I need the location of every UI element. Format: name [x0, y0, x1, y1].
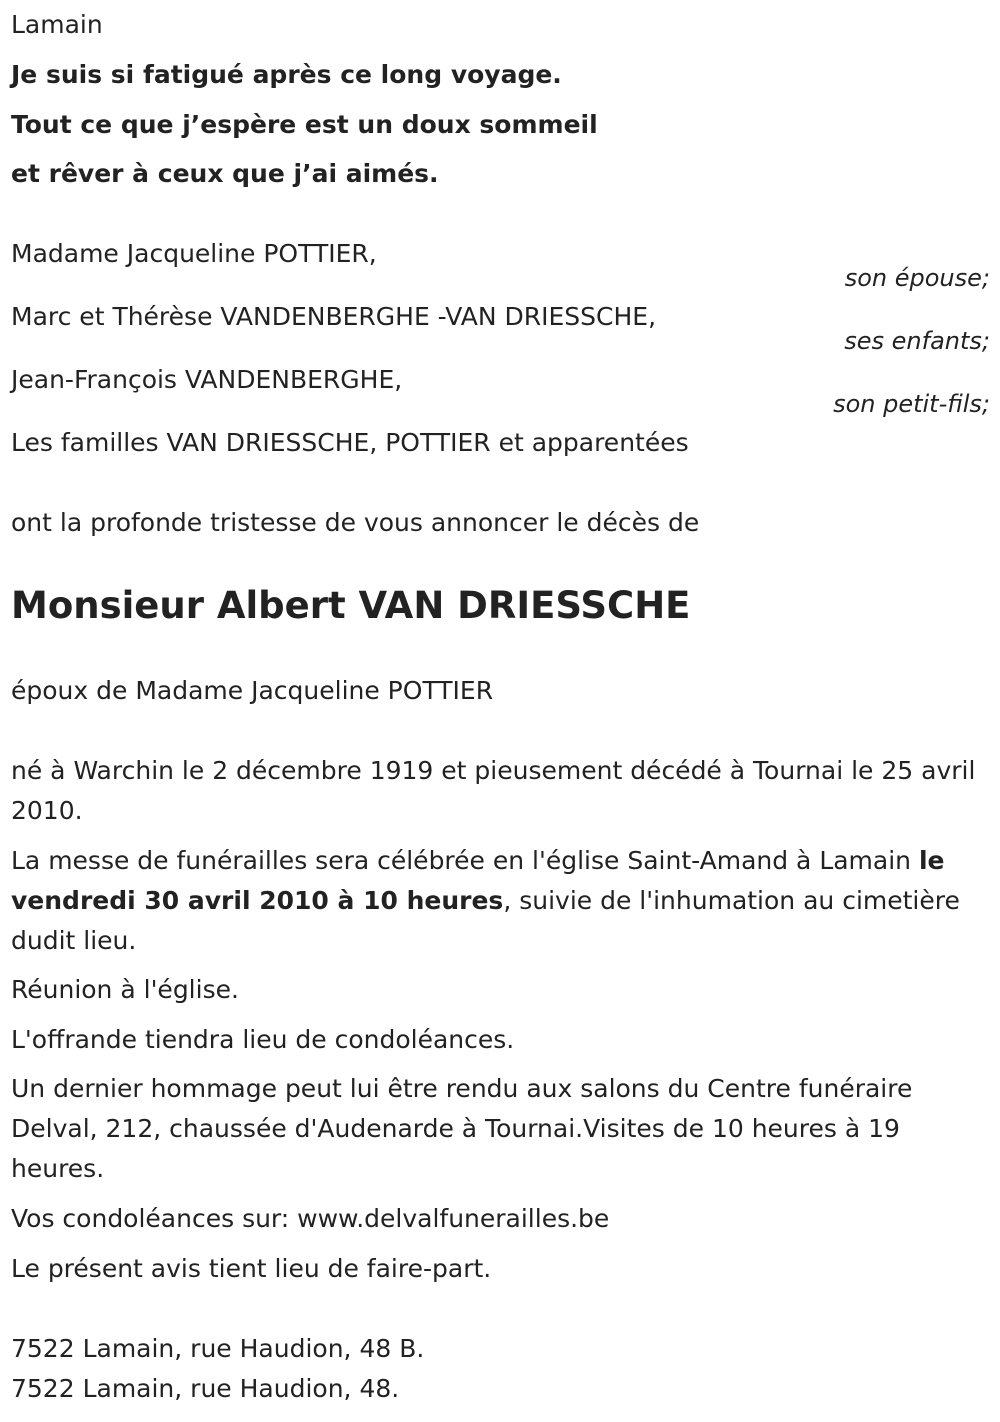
- family-member-children: Marc et Thérèse VANDENBERGHE -VAN DRIESSCHE,: [11, 302, 657, 331]
- funeral-paragraph: [11, 841, 986, 961]
- relation-children: ses enfants;: [844, 327, 990, 355]
- family-member-relatives: Les familles VAN DRIESSCHE, POTTIER et apparentées: [11, 428, 689, 457]
- notice-paragraph: Le présent avis tient lieu de faire-part.: [11, 1254, 492, 1283]
- funeral-date: le vendredi 30 avril 2010 à 10 heures: [11, 846, 945, 915]
- announcement-text: ont la profonde tristesse de vous annoncer le décès de: [11, 508, 700, 537]
- offering-paragraph: L'offrande tiendra lieu de condoléances.: [11, 1025, 515, 1054]
- birth-death-paragraph: né à Warchin le 2 décembre 1919 et pieusement décédé à Tournai le 25 avril 2010.: [11, 756, 976, 825]
- funeral-outro: , suivie de l'inhumation au cimetière dudit lieu.: [11, 886, 960, 955]
- place-name: Lamain: [11, 10, 103, 39]
- poem-line-2: Tout ce que j’espère est un doux sommeil: [11, 110, 598, 139]
- meeting-paragraph: Réunion à l'église.: [11, 975, 239, 1004]
- funeral-intro: La messe de funérailles sera célébrée en l'église Saint-Amand à Lamain: [11, 846, 919, 875]
- deceased-name: Monsieur Albert VAN DRIESSCHE: [11, 584, 691, 627]
- family-member-grandson: Jean-François VANDENBERGHE,: [11, 365, 403, 394]
- family-member-spouse: Madame Jacqueline POTTIER,: [11, 239, 377, 268]
- relation-spouse: son épouse;: [844, 264, 990, 292]
- relation-grandson: son petit-fils;: [833, 390, 990, 418]
- poem-line-3: et rêver à ceux que j’ai aimés.: [11, 159, 439, 188]
- condolences-paragraph: Vos condoléances sur: www.delvalfunerailles.be: [11, 1204, 610, 1233]
- spouse-line: époux de Madame Jacqueline POTTIER: [11, 676, 494, 705]
- address-line: 7522 Lamain, rue Haudion, 48 B.: [11, 1334, 425, 1363]
- poem-line-1: Je suis si fatigué après ce long voyage.: [11, 60, 562, 89]
- address-line: 7522 Lamain, rue Haudion, 48.: [11, 1374, 400, 1403]
- visit-paragraph: Un dernier hommage peut lui être rendu aux salons du Centre funéraire Delval, 212, chaussée d'Audenarde à Tournai.Visites de 10 heures à 19 heures.: [11, 1074, 913, 1183]
